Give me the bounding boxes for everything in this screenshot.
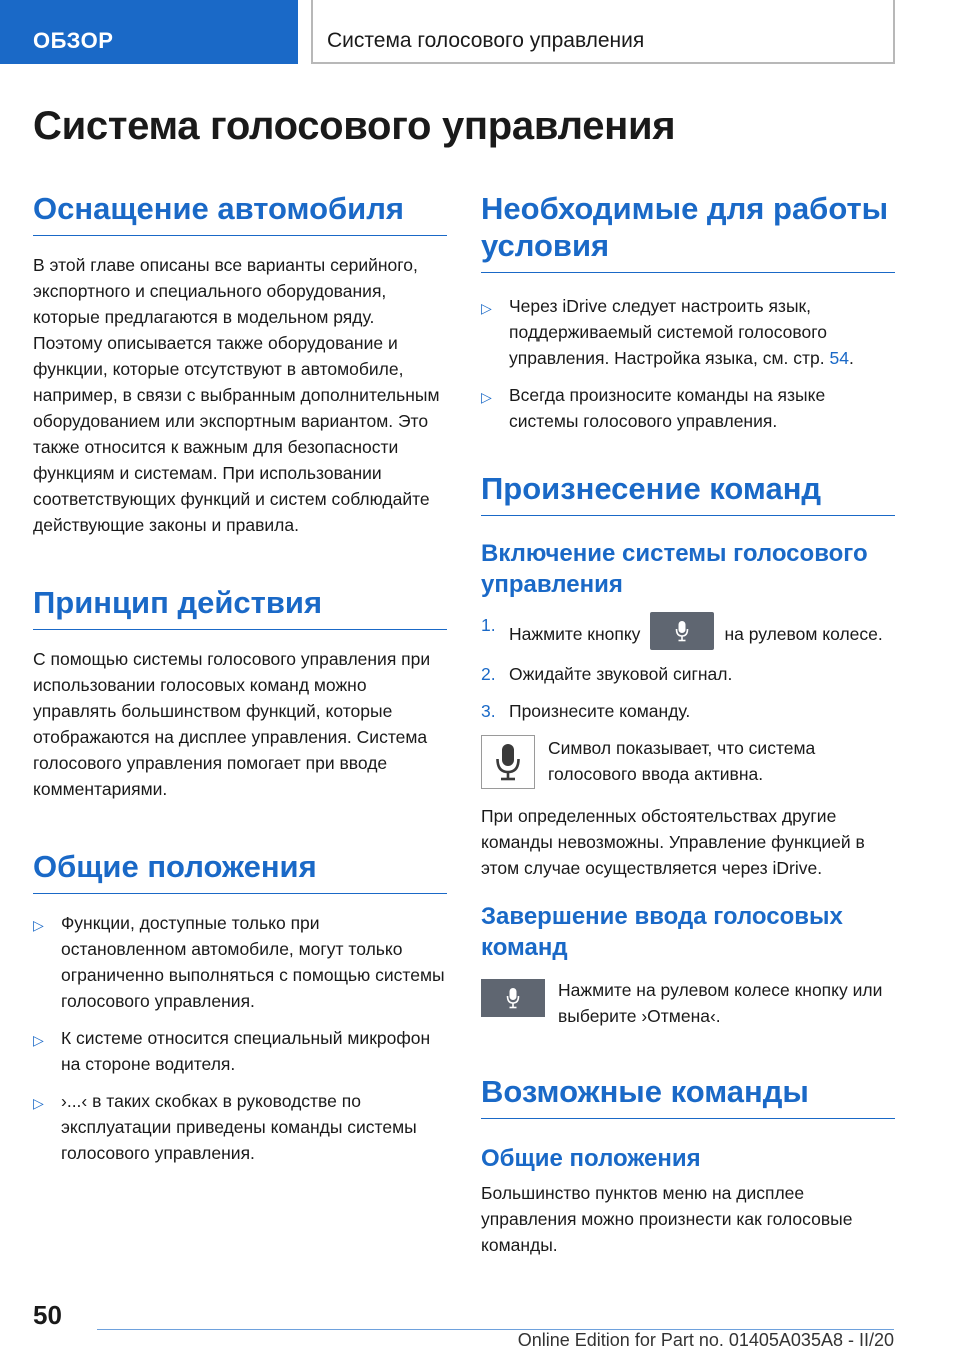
list-item [481,698,895,724]
list-item [33,910,447,1014]
footer-edition: Online Edition for Part no. 01405A035A8 - II/20 [517,1330,894,1350]
principle-text: С помощью системы голосового управления при использовании голосовых команд можно управлять большинством функций, которые отображаются на дисплее управления. Система голосового управления помогает при вводе комментариями. [33,649,431,799]
left-column [33,190,447,1177]
voice-button-image [481,979,545,1017]
microphone-icon [675,620,689,642]
step-text: Произнесите команду. [509,701,691,721]
heading-conditions: Необходимые для работы условия [481,190,895,273]
voice-button-image [650,612,714,650]
steps-list [481,612,895,724]
page-title: Система голосового управления [33,104,676,148]
list-item-text: ›...‹ в таких скобках в руководстве по эксплуатации приведены команды системы голосового управления. [61,1091,417,1163]
list-item [481,661,895,687]
list-item [481,612,895,650]
triangle-right-icon: ▷ [481,300,492,316]
microphone-icon [506,987,520,1009]
step-text: Ожидайте звуковой сигнал. [509,664,733,684]
step-number: 1. [481,615,496,635]
microphone-icon [495,743,521,781]
triangle-right-icon: ▷ [33,1095,44,1111]
subheading-enable: Включение системы голосового управления [481,540,868,598]
triangle-right-icon: ▷ [481,389,492,405]
list-item-end: . [848,348,854,368]
triangle-right-icon: ▷ [33,1032,44,1048]
page-number: 50 [33,1300,62,1330]
header-chapter: Система голосового управления [311,0,895,64]
equipment-text: В этой главе описаны все варианты серийного, экспортного и специального оборудования, которые предлагаются в модельном ряду. Поэтому описывается также оборудование и функции, которые отсутствуют в автомобиле, например, в связи с выбранным дополнительным оборудованием или экспортным вариантом. Это также относится к важным для безопасности функциям и системам. При использовании соответствующих функций и систем соблюдайте действующие законы и правила. [33,255,440,535]
step-number: 2. [481,664,496,684]
symbol-row [481,735,895,789]
heading-equipment: Оснащение автомобиля [33,190,447,236]
page-link[interactable]: 54 [829,348,849,368]
list-item [481,382,895,434]
step-text-after: на рулевом колесе. [724,624,883,644]
finish-text: Нажмите на рулевом колесе кнопку или выберите ›Отмена‹. [558,980,883,1026]
heading-general: Общие положения [33,848,447,894]
step-text: Нажмите кнопку [509,624,641,644]
step-number: 3. [481,701,496,721]
heading-possible: Возможные команды [481,1073,895,1119]
heading-speaking: Произнесение команд [481,470,895,516]
list-item-text: К системе относится специальный микрофон на стороне водителя. [61,1028,431,1074]
heading-principle: Принцип действия [33,584,447,630]
subheading-finish: Завершение ввода голосовых команд [481,903,843,961]
finish-row [481,977,895,1029]
possible-general-text: Большинство пунктов меню на дисплее управления можно произнести как голосовые команды. [481,1183,853,1255]
list-item-text: Функции, доступные только при остановленном автомобиле, могут только ограниченно выполняться с помощью системы голосового управления. [61,913,445,1011]
list-item-text: Через iDrive следует настроить язык, поддерживаемый системой голосового управления. Настройка языка, см. стр. [509,296,827,368]
right-column [481,190,895,1258]
subheading-possible-general: Общие положения [481,1145,701,1172]
general-list [33,910,447,1166]
voice-active-symbol [481,735,535,789]
triangle-right-icon: ▷ [33,917,44,933]
list-item-text: Всегда произносите команды на языке системы голосового управления. [509,385,826,431]
symbol-text: Символ показывает, что система голосового ввода активна. [548,738,816,784]
list-item [481,293,895,371]
list-item [33,1088,447,1166]
header-section-tab: ОБЗОР [0,0,298,64]
list-item [33,1025,447,1077]
note-text: При определенных обстоятельствах другие команды невозможны. Управление функцией в этом случае осуществляется через iDrive. [481,806,865,878]
conditions-list [481,293,895,434]
